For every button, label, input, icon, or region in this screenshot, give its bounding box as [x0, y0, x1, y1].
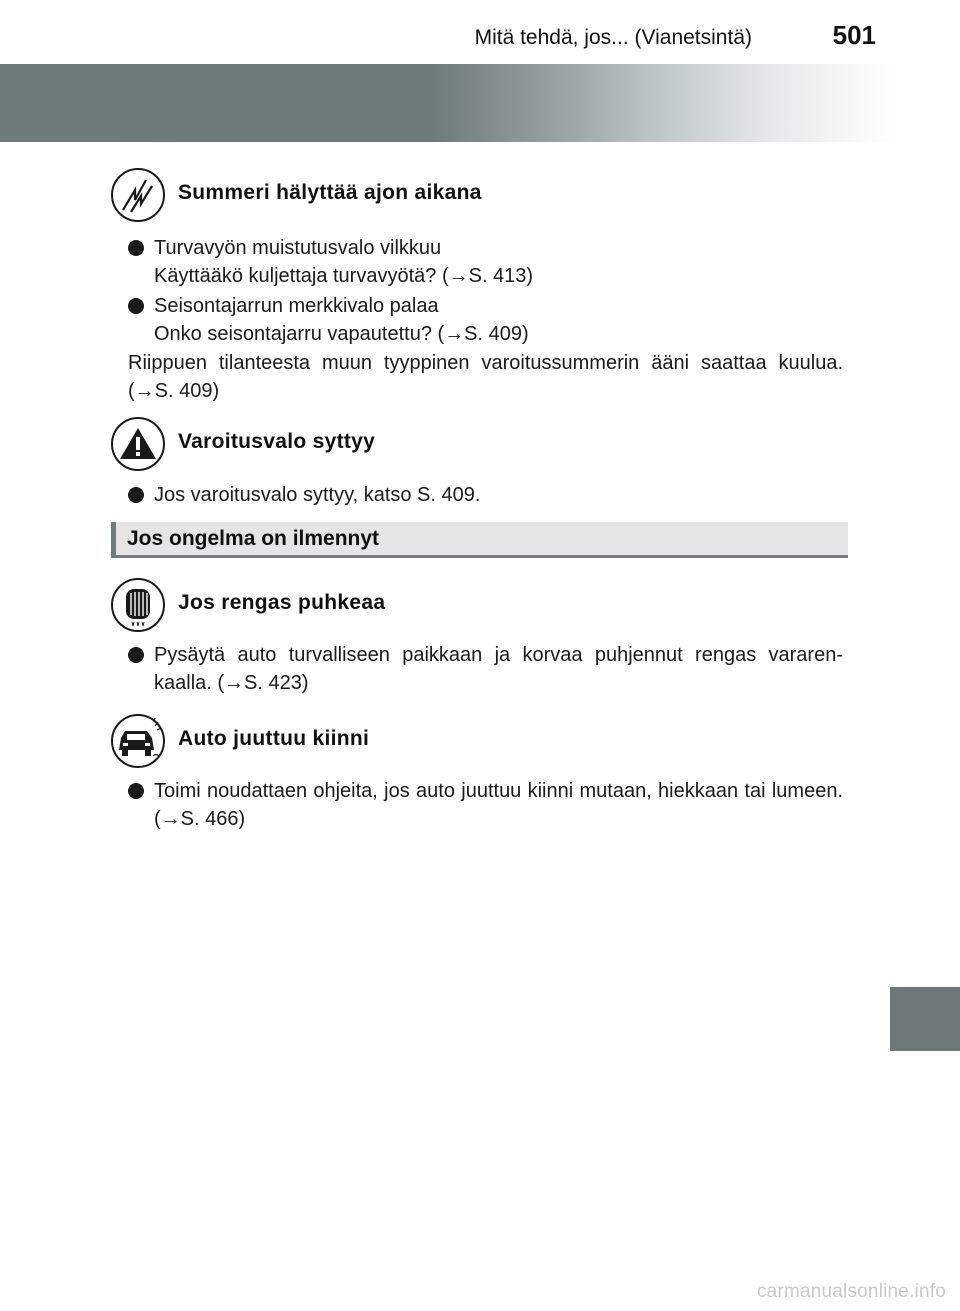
bullet-icon — [128, 647, 144, 663]
warning-light-text: Jos varoitusvalo syttyy, katso S. 409. — [154, 484, 481, 506]
header-banner — [0, 64, 895, 142]
seatbelt-reminder-check: Käyttääkö kuljettaja turvavyötä? (→S. 413) — [154, 265, 534, 287]
list-item — [128, 292, 843, 348]
seatbelt-reminder-text: Turvavyön muistutusvalo vilkkuu — [154, 237, 442, 259]
bullet-icon — [128, 298, 144, 314]
list-item — [128, 481, 843, 509]
warning-light-heading: Varoitusvalo syttyy — [178, 430, 376, 453]
buzzer-warning-icon — [111, 168, 165, 222]
exclamation-warning-icon — [111, 417, 165, 471]
page-number: 501 — [832, 20, 876, 50]
list-item — [128, 641, 843, 697]
section-title: Jos ongelma on ilmennyt — [127, 527, 380, 550]
bullet-icon — [128, 783, 144, 799]
bullet-icon — [128, 487, 144, 503]
flat-tire-icon — [111, 578, 165, 632]
parking-brake-text: Seisontajarrun merkkivalo palaa — [154, 295, 439, 317]
watermark: carmanualsonline.info — [756, 1281, 946, 1302]
bullet-icon — [128, 240, 144, 256]
buzzer-heading: Summeri hälyttää ajon aikana — [178, 181, 482, 204]
list-item — [128, 777, 843, 833]
stuck-car-icon — [111, 714, 165, 768]
flat-tire-text: Pysäytä auto turvalliseen paikkaan ja korvaa puhjennut rengas vararen-kaalla. (→S. 423) — [154, 644, 843, 694]
stuck-heading: Auto juuttuu kiinni — [178, 727, 370, 750]
list-item — [128, 234, 843, 290]
section-header — [111, 522, 848, 558]
chapter-side-tab — [890, 987, 960, 1051]
page-header — [0, 0, 960, 62]
parking-brake-check: Onko seisontajarru vapautettu? (→S. 409) — [154, 323, 529, 345]
buzzer-note: Riippuen tilanteesta muun tyyppinen varoitussummerin ääni saattaa kuulua. (→S. 409) — [128, 352, 843, 402]
stuck-text: Toimi noudattaen ohjeita, jos auto juuttuu kiinni mutaan, hiekkaan tai lumeen. (→S. 466) — [154, 780, 843, 830]
chapter-title: Mitä tehdä, jos... (Vianetsintä) — [474, 26, 752, 49]
flat-tire-heading: Jos rengas puhkeaa — [178, 591, 386, 614]
